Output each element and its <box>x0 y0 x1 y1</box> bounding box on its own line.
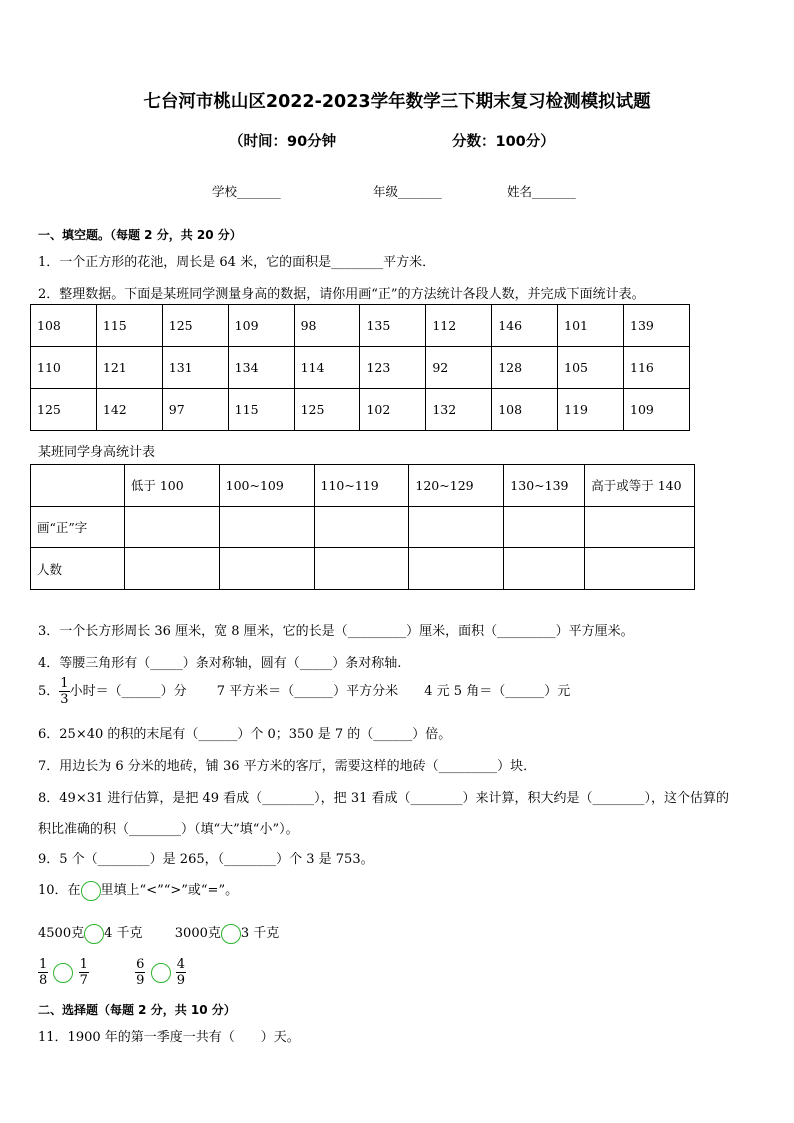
q10-b-right: 3 千克 <box>240 926 280 941</box>
table-cell: 108 <box>31 305 97 347</box>
table-header-cell <box>31 465 125 507</box>
question-11: 11．1900 年的第一季度一共有（ ）天。 <box>38 1030 300 1045</box>
frac-den: 9 <box>176 973 185 988</box>
table-cell: 108 <box>492 389 558 431</box>
table-cell: 98 <box>294 305 360 347</box>
table-cell: 112 <box>426 305 492 347</box>
answer-cell[interactable] <box>585 506 695 548</box>
table-cell: 101 <box>558 305 624 347</box>
question-5 <box>38 676 570 707</box>
table-header-cell: 110~119 <box>314 465 409 507</box>
table-cell: 119 <box>558 389 624 431</box>
school-blank: _______ <box>237 184 281 199</box>
table-header-cell: 高于或等于 140 <box>585 465 695 507</box>
table-row <box>31 548 695 590</box>
frac-num: 1 <box>79 957 88 972</box>
name-field[interactable] <box>507 182 576 200</box>
q10-a-right: 4 千克 <box>104 926 143 941</box>
question-9: 9．5 个（________）是 265，（________）个 3 是 753。 <box>38 852 374 867</box>
answer-cell[interactable] <box>504 548 585 590</box>
stat-table-caption: 某班同学身高统计表 <box>38 445 156 460</box>
q10-compare-row2 <box>38 957 186 988</box>
page-title: 七台河市桃山区2022-2023学年数学三下期末复习检测模拟试题 <box>143 92 651 112</box>
grade-field[interactable] <box>373 182 442 200</box>
height-data-table <box>30 304 690 431</box>
answer-cell[interactable] <box>219 506 314 548</box>
q10-suffix: 里填上“<”“>”或“=”。 <box>100 883 239 898</box>
table-row <box>31 506 695 548</box>
answer-cell[interactable] <box>409 548 504 590</box>
table-cell: 139 <box>624 305 690 347</box>
table-row <box>31 389 690 431</box>
answer-circle-c[interactable] <box>53 963 73 983</box>
table-cell: 131 <box>162 347 228 389</box>
frac-den: 7 <box>79 973 88 988</box>
q10-prefix: 10．在 <box>38 883 81 898</box>
table-cell: 102 <box>360 389 426 431</box>
question-8-line2: 积比准确的积（________）（填“大”填“小”）。 <box>38 822 299 837</box>
table-cell: 109 <box>228 305 294 347</box>
q5-frac-den: 3 <box>60 692 69 707</box>
q10-compare-row1 <box>38 922 279 944</box>
question-6: 6．25×40 的积的末尾有（______）个 0；350 是 7 的（______）倍。 <box>38 727 452 742</box>
q10-a-left: 4500克 <box>38 926 85 941</box>
table-cell: 125 <box>162 305 228 347</box>
q5-prefix: 5． <box>38 684 60 699</box>
school-label: 学校 <box>212 184 238 199</box>
frac-den: 9 <box>136 973 145 988</box>
answer-cell[interactable] <box>504 506 585 548</box>
q10-b-left: 3000克 <box>174 926 221 941</box>
answer-cell[interactable] <box>314 506 409 548</box>
table-cell: 105 <box>558 347 624 389</box>
q10-d-right-fraction <box>176 957 186 988</box>
answer-cell[interactable] <box>219 548 314 590</box>
table-cell: 135 <box>360 305 426 347</box>
table-cell: 121 <box>96 347 162 389</box>
exam-time: （时间：90分钟 <box>229 134 337 150</box>
q5-part1: 小时＝（______）分 <box>69 684 187 699</box>
table-header-cell: 100~109 <box>219 465 314 507</box>
table-row <box>31 347 690 389</box>
section-heading-choice: 二、选择题（每题 2 分，共 10 分） <box>38 1003 236 1017</box>
table-cell: 114 <box>294 347 360 389</box>
q5-frac-num: 1 <box>60 676 69 691</box>
question-4: 4．等腰三角形有（_____）条对称轴，圆有（_____）条对称轴. <box>38 656 402 671</box>
table-cell: 110 <box>31 347 97 389</box>
question-10 <box>38 879 238 901</box>
table-cell: 116 <box>624 347 690 389</box>
q10-c-right-fraction <box>79 957 89 988</box>
q5-part3: 4 元 5 角＝（______）元 <box>424 684 571 699</box>
row-label: 人数 <box>31 548 125 590</box>
row-label: 画“正”字 <box>31 506 125 548</box>
table-cell: 125 <box>31 389 97 431</box>
table-cell: 123 <box>360 347 426 389</box>
table-cell: 115 <box>96 305 162 347</box>
table-cell: 132 <box>426 389 492 431</box>
question-2: 2．整理数据。下面是某班同学测量身高的数据，请你用画“正”的方法统计各段人数，并完成下面统计表。 <box>38 287 645 302</box>
school-field[interactable] <box>212 182 281 200</box>
name-blank: _______ <box>532 184 576 199</box>
table-cell: 128 <box>492 347 558 389</box>
name-label: 姓名 <box>507 184 533 199</box>
question-7: 7．用边长为 6 分米的地砖，铺 36 平方米的客厅，需要这样的地砖（_________）块． <box>38 759 537 774</box>
table-cell: 142 <box>96 389 162 431</box>
table-row <box>31 305 690 347</box>
question-8-line1: 8．49×31 进行估算，是把 49 看成（________），把 31 看成（________）来计算，积大约是（________），这个估算的 <box>38 791 729 806</box>
answer-cell[interactable] <box>124 548 219 590</box>
question-1: 1．一个正方形的花池，周长是 64 米，它的面积是________平方米． <box>38 255 436 270</box>
question-3: 3．一个长方形周长 36 厘米，宽 8 厘米，它的长是（_________）厘米，面积（_________）平方厘米。 <box>38 624 634 639</box>
q5-part2: 7 平方米＝（______）平方分米 <box>216 684 399 699</box>
table-cell: 115 <box>228 389 294 431</box>
exam-score: 分数：100分） <box>452 134 555 150</box>
frac-den: 8 <box>39 973 48 988</box>
frac-num: 1 <box>39 957 48 972</box>
table-cell: 134 <box>228 347 294 389</box>
height-stat-table <box>30 464 695 590</box>
answer-cell[interactable] <box>409 506 504 548</box>
grade-blank: _______ <box>398 184 442 199</box>
green-circle-icon <box>81 881 101 901</box>
table-header-cell: 130~139 <box>504 465 585 507</box>
table-cell: 146 <box>492 305 558 347</box>
section-heading-fill: 一、填空题。（每题 2 分，共 20 分） <box>38 228 242 242</box>
q5-fraction <box>59 676 69 707</box>
answer-circle-b[interactable] <box>221 924 241 944</box>
answer-circle-a[interactable] <box>84 924 104 944</box>
frac-num: 4 <box>176 957 185 972</box>
table-header-cell: 120~129 <box>409 465 504 507</box>
grade-label: 年级 <box>373 184 399 199</box>
table-cell: 97 <box>162 389 228 431</box>
table-cell: 92 <box>426 347 492 389</box>
answer-cell[interactable] <box>585 548 695 590</box>
answer-cell[interactable] <box>124 506 219 548</box>
table-header-cell: 低于 100 <box>124 465 219 507</box>
table-cell: 109 <box>624 389 690 431</box>
frac-num: 6 <box>136 957 145 972</box>
answer-circle-d[interactable] <box>151 963 171 983</box>
answer-cell[interactable] <box>314 548 409 590</box>
table-header-row <box>31 465 695 507</box>
q10-c-left-fraction <box>38 957 48 988</box>
table-cell: 125 <box>294 389 360 431</box>
q10-d-left-fraction <box>135 957 145 988</box>
